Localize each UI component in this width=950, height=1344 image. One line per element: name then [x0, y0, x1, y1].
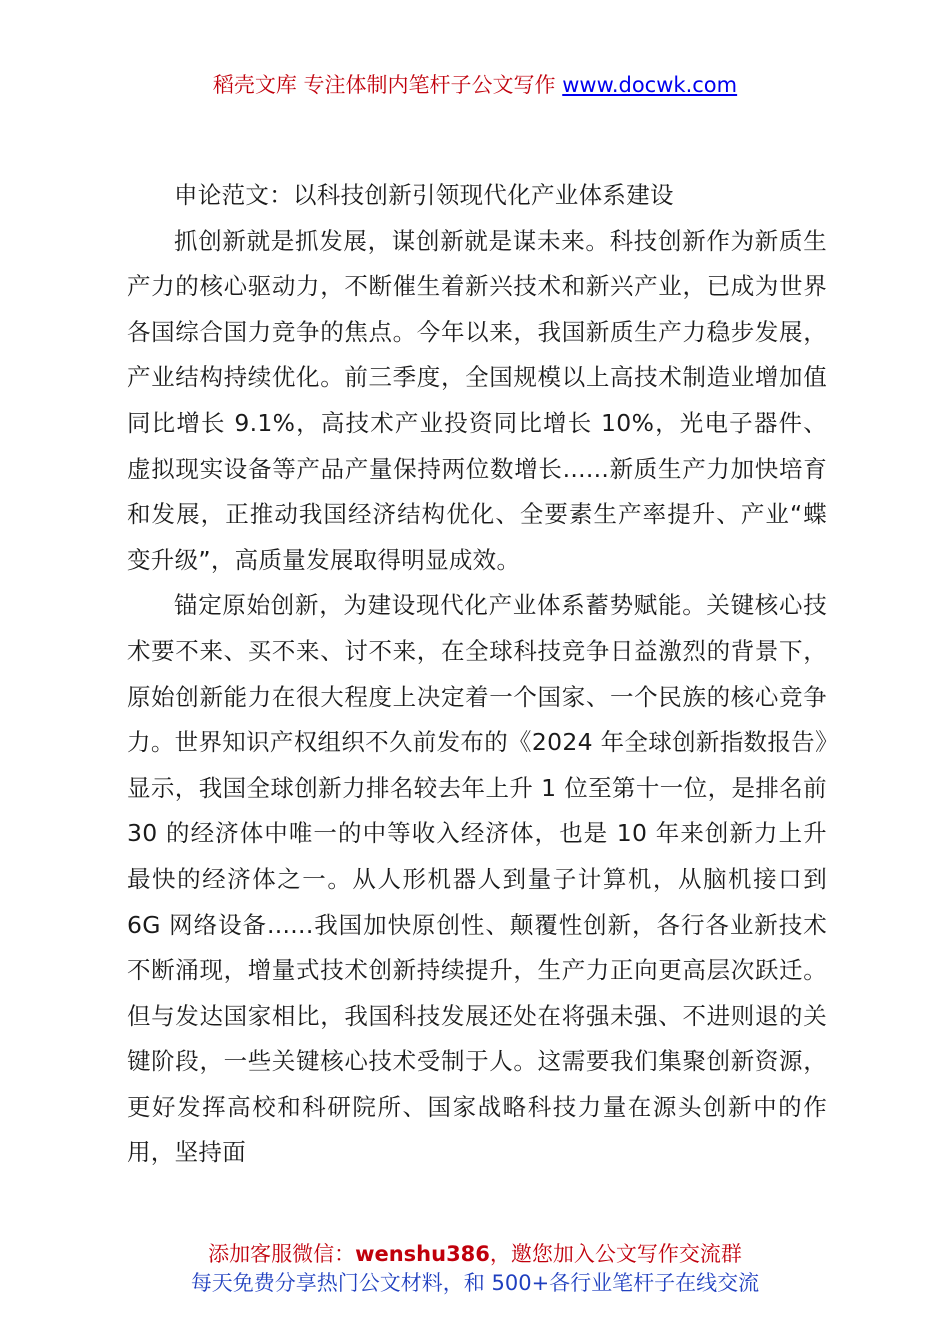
paragraph-2: 锚定原始创新，为建设现代化产业体系蓄势赋能。关键核心技术要不来、买不来、讨不来，在全球科技竞争日益激烈的背景下，原始创新能力在很大程度上决定着一个国家、一个民族的核心竞争力。世界知识产权组织不久前发布的《2024 年全球创新指数报告》显示，我国全球创新力排名较去年上升 1 位至第十一位，是排名前 30 的经济体中唯一的中等收入经济体，也是 10 年来创新力上升最快的经济体之一。从人形机器人到量子计算机，从脑机接口到 6G 网络设备......我国加快原创性、颠覆性创新，各行各业新技术不断涌现，增量式技术创新持续提升，生产力正向更高层次跃迁。但与发达国家相比，我国科技发展还处在将强未强、不进则退的关键阶段，一些关键核心技术受制于人。这需要我们集聚创新资源，更好发挥高校和科研院所、国家战略科技力量在源头创新中的作用，坚持面: [127, 591, 827, 1167]
document-title: 申论范文：以科技创新引领现代化产业体系建设: [174, 181, 674, 209]
footer-line-1: [0, 1240, 950, 1269]
footer-wechat-suffix: ，邀您加入公文写作交流群: [489, 1242, 742, 1266]
header-banner: [0, 70, 950, 100]
footer-banner: [0, 1240, 950, 1298]
header-text: 稻壳文库 专注体制内笔杆子公文写作: [212, 73, 563, 97]
header-website-link[interactable]: www.docwk.com: [562, 73, 738, 97]
document-body: [127, 173, 827, 1176]
footer-wechat-id: wenshu386: [355, 1242, 490, 1266]
paragraph-1: 抓创新就是抓发展，谋创新就是谋未来。科技创新作为新质生产力的核心驱动力，不断催生着新兴技术和新兴产业，已成为世界各国综合国力竞争的焦点。今年以来，我国新质生产力稳步发展，产业结构持续优化。前三季度，全国规模以上高技术制造业增加值同比增长 9.1%，高技术产业投资同比增长 10%，光电子器件、虚拟现实设备等产品产量保持两位数增长......新质生产力加快培育和发展，正推动我国经济结构优化、全要素生产率提升、产业“蝶变升级”，高质量发展取得明显成效。: [127, 226, 827, 574]
footer-line-2: 每天免费分享热门公文材料，和 500+各行业笔杆子在线交流: [190, 1271, 760, 1295]
footer-wechat-prefix: 添加客服微信：: [208, 1242, 356, 1266]
